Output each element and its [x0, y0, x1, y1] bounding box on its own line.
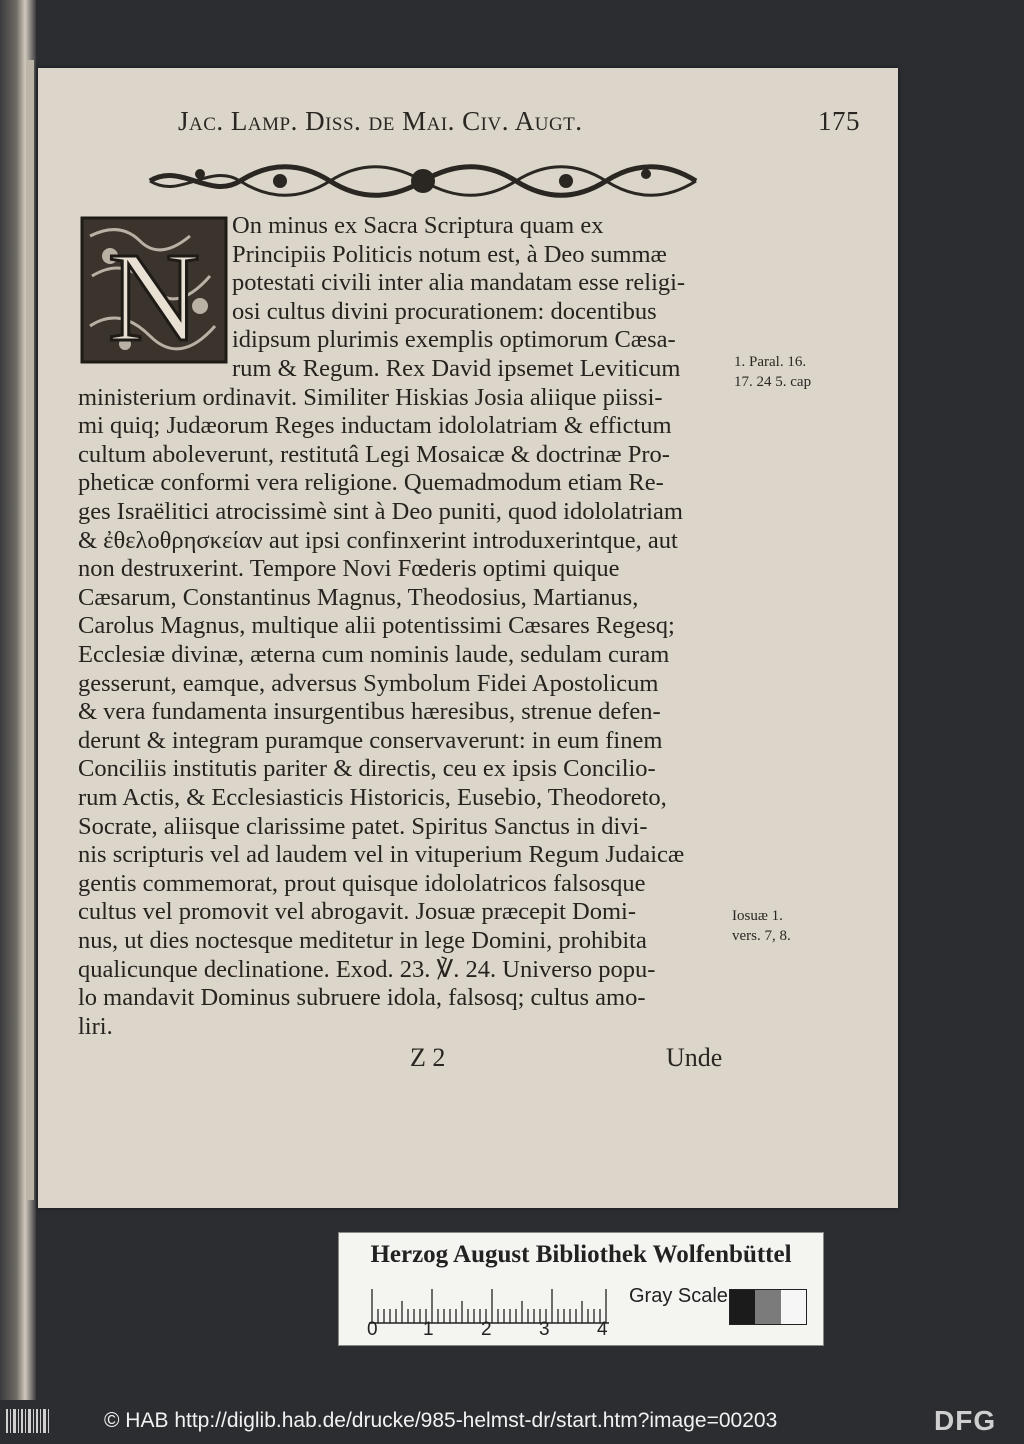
- copyright-link[interactable]: © HAB http://diglib.hab.de/drucke/985-helmst-dr/start.htm?image=00203: [104, 1409, 778, 1432]
- gray-chip-white: [781, 1290, 806, 1324]
- margin-note-josue: [732, 906, 791, 946]
- text-line: Conciliis institutis pariter & directis, ceu ex ipsis Concilio-: [78, 755, 656, 783]
- text-line: nis scripturis vel ad laudem vel in vituperium Regum Judaicæ: [78, 841, 685, 869]
- running-head: [178, 106, 868, 146]
- scale-number: 2: [481, 1319, 492, 1340]
- text-line: gentis commemorat, prout quisque idololatricos falsosque: [78, 869, 646, 897]
- text-line: Carolus Magnus, multique alii potentissimi Cæsares Regesq;: [78, 612, 675, 640]
- catchword: Unde: [666, 1043, 723, 1072]
- text-line: non destruxerint. Tempore Novi Fœderis optimi quique: [78, 555, 620, 583]
- text-line: pheticæ conformi vera religione. Quemadmodum etiam Re-: [78, 469, 664, 497]
- text-line: ministerium ordinavit. Similiter Hiskias Josia aliique piissi-: [78, 383, 663, 411]
- text-line: osi cultus divini procurationem: docentibus: [232, 297, 657, 325]
- text-line: qualicunque declinatione. Exod. 23. ℣. 24. Universo popu-: [78, 955, 656, 983]
- dfg-logo: DFG: [934, 1405, 997, 1436]
- barcode-icon: [6, 1406, 50, 1436]
- scale-numbers: [361, 1319, 621, 1343]
- color-target-card: [338, 1232, 824, 1346]
- gray-chip-black: [730, 1290, 755, 1324]
- text-line: cultus vel promovit vel abrogavit. Josuæ præcepit Domi-: [78, 898, 636, 926]
- library-name: Herzog August Bibliothek Wolfenbüttel: [370, 1241, 792, 1268]
- scale-number: 4: [597, 1319, 608, 1340]
- text-line: rum Actis, & Ecclesiasticis Historicis, Eusebio, Theodoreto,: [78, 784, 667, 811]
- text-line: & ἐθελοθρησκείαν aut ipsi confinxerint introduxerintque, aut: [78, 526, 678, 554]
- text-line: derunt & integram puramque conservaverunt: in eum finem: [78, 726, 663, 754]
- gray-scale-chips: [729, 1289, 807, 1325]
- page-number: 175: [818, 106, 860, 136]
- text-line: potestati civili inter alia mandatam esse religi-: [232, 269, 686, 297]
- text-line: mi quiq; Judæorum Reges inductam idololatriam & effictum: [78, 412, 672, 440]
- text-line: ges Israëlitici atrocissimè sint à Deo puniti, quod idololatriam: [78, 498, 683, 525]
- margin-note-line: vers. 7, 8.: [732, 928, 791, 944]
- text-line: gesserunt, eamque, adversus Symbolum Fidei Apostolicum: [78, 669, 659, 697]
- text-line: On minus ex Sacra Scriptura quam ex: [232, 212, 604, 239]
- text-line: Ecclesiæ divinæ, æterna cum nominis laude, sedulam curam: [78, 641, 670, 668]
- margin-note-line: 17. 24 5. cap: [734, 374, 812, 390]
- gray-chip-mid: [755, 1290, 780, 1324]
- gray-scale-label: Gray Scale: [629, 1285, 728, 1307]
- signature-mark: Z 2: [410, 1043, 446, 1072]
- scale-number: 1: [423, 1319, 434, 1340]
- book-page: [38, 68, 898, 1208]
- margin-note-paralipomenon: [734, 352, 811, 392]
- initial-letter: N: [107, 226, 201, 364]
- text-line: nus, ut dies noctesque meditetur in lege Domini, prohibita: [78, 927, 647, 954]
- margin-note-line: 1. Paral. 16.: [734, 354, 807, 370]
- adjacent-page-margin: [26, 60, 34, 1200]
- text-line: Socrate, aliisque clarissime patet. Spiritus Sanctus in divi-: [78, 812, 648, 840]
- headpiece-ornament: [140, 160, 706, 202]
- text-line: liri.: [78, 1012, 113, 1040]
- text-line: rum & Regum. Rex David ipsemet Leviticum: [232, 355, 681, 382]
- text-line: & vera fundamenta insurgentibus hæresibus, strenue defen-: [78, 698, 661, 726]
- scale-number: 3: [539, 1319, 550, 1340]
- text-line: Cæsarum, Constantinus Magnus, Theodosius, Martianus,: [78, 583, 639, 611]
- text-line: idipsum plurimis exemplis optimorum Cæsa-: [232, 326, 676, 354]
- text-line: lo mandavit Dominus subruere idola, falsosq; cultus amo-: [78, 984, 646, 1012]
- running-head-title: Jac. Lamp. Diss. de Mai. Civ. Augt.: [178, 106, 583, 136]
- scale-number: 0: [367, 1319, 378, 1340]
- viewer-footer: [0, 1400, 1024, 1444]
- decorated-initial: [80, 216, 228, 364]
- margin-note-line: Iosuæ 1.: [732, 908, 783, 924]
- text-line: Principiis Politicis notum est, à Deo summæ: [232, 240, 667, 268]
- text-line: cultum aboleverunt, restitutâ Legi Mosaicæ & doctrinæ Pro-: [78, 440, 670, 468]
